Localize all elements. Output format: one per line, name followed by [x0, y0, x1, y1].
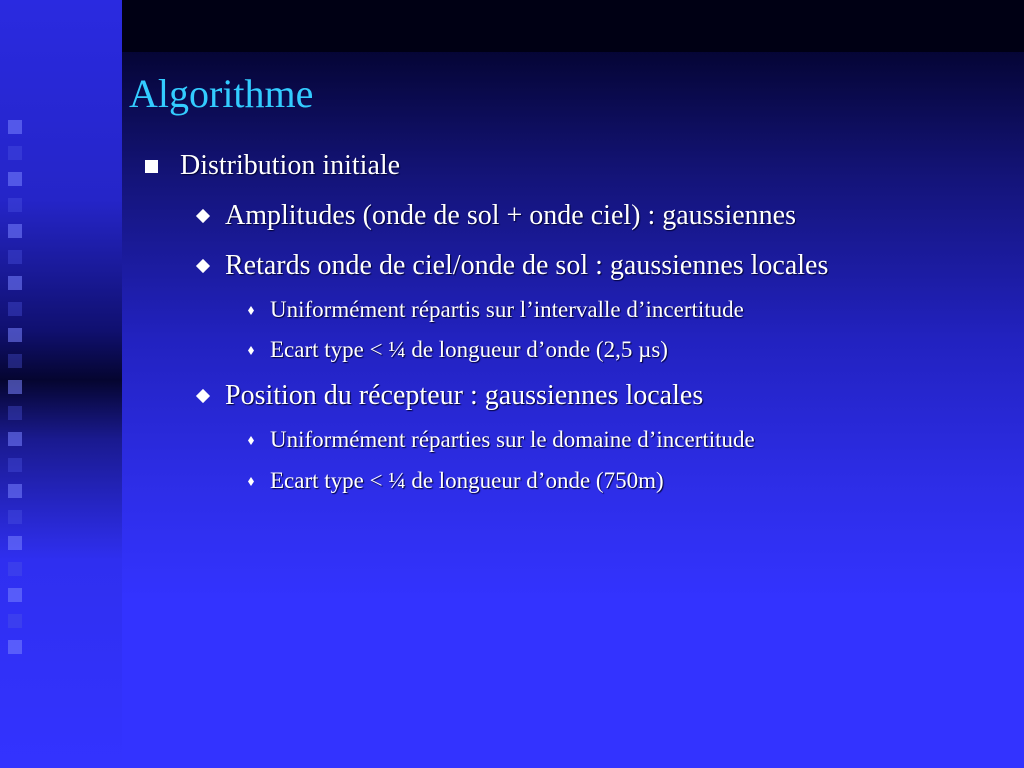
- decorative-square: [8, 250, 22, 264]
- bullet-level2: Position du récepteur : gaussiennes locales: [225, 380, 704, 411]
- bullet-level3: Ecart type < ¼ de longueur d’onde (750m): [270, 468, 664, 493]
- bullet-level3: Ecart type < ¼ de longueur d’onde (2,5 µs): [270, 337, 668, 362]
- decorative-square: [8, 146, 22, 160]
- decorative-square: [8, 588, 22, 602]
- bullet-level2: Retards onde de ciel/onde de sol : gaussiennes locales: [225, 250, 829, 281]
- diamond-bullet-icon: [196, 209, 210, 223]
- decorative-square: [8, 172, 22, 186]
- decorative-square: [8, 484, 22, 498]
- decorative-square: [8, 432, 22, 446]
- decorative-square: [8, 276, 22, 290]
- decorative-square: [8, 328, 22, 342]
- bullet-level3: Uniformément répartis sur l’intervalle d’incertitude: [270, 297, 744, 322]
- slide-title: Algorithme: [129, 71, 314, 116]
- square-bullet-icon: [145, 160, 158, 173]
- decorative-square: [8, 458, 22, 472]
- decorative-squares: [8, 120, 26, 680]
- small-diamond-bullet-icon: [248, 436, 254, 445]
- diamond-bullet-icon: [196, 259, 210, 273]
- decorative-square: [8, 406, 22, 420]
- small-diamond-bullet-icon: [248, 346, 254, 355]
- decorative-square: [8, 224, 22, 238]
- decorative-square: [8, 536, 22, 550]
- decorative-square: [8, 198, 22, 212]
- top-bar: [122, 0, 1024, 52]
- decorative-square: [8, 562, 22, 576]
- small-diamond-bullet-icon: [248, 306, 254, 315]
- bullet-level1: Distribution initiale: [180, 150, 401, 181]
- decorative-square: [8, 380, 22, 394]
- decorative-square: [8, 614, 22, 628]
- small-diamond-bullet-icon: [248, 477, 254, 486]
- left-decorative-band: [0, 0, 122, 768]
- diamond-bullet-icon: [196, 389, 210, 403]
- decorative-square: [8, 354, 22, 368]
- decorative-square: [8, 640, 22, 654]
- bullet-level2: Amplitudes (onde de sol + onde ciel) : gaussiennes: [225, 200, 797, 231]
- decorative-square: [8, 302, 22, 316]
- bullet-level3: Uniformément réparties sur le domaine d’incertitude: [270, 427, 755, 452]
- decorative-square: [8, 510, 22, 524]
- decorative-square: [8, 120, 22, 134]
